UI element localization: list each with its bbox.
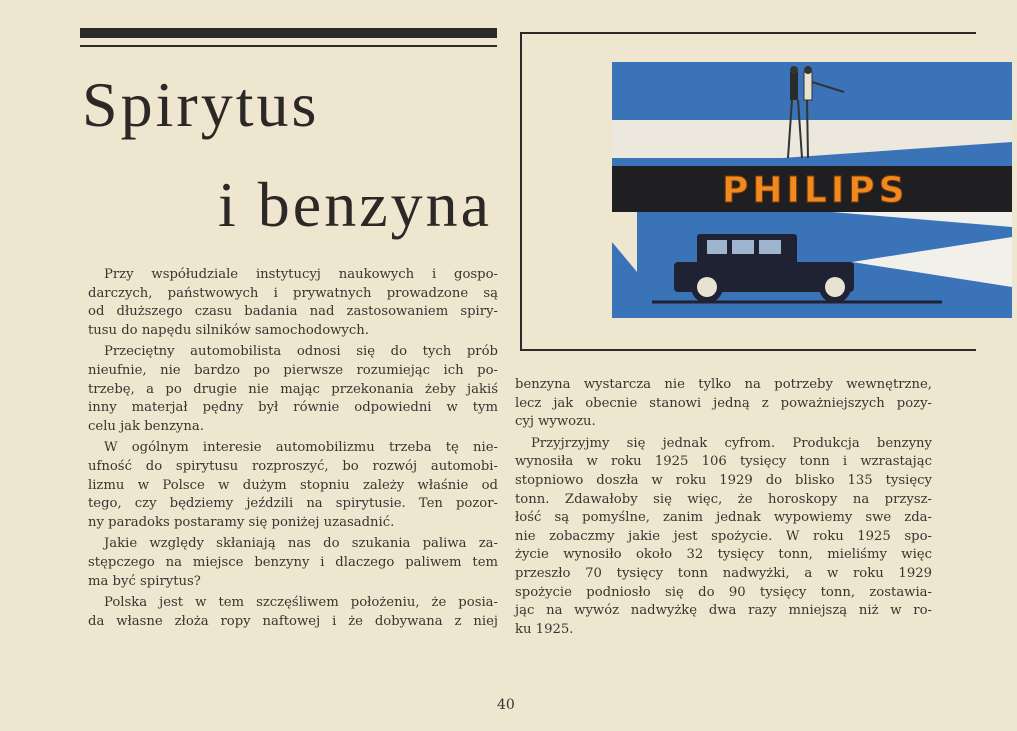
text-line: Polska jest w tem szczęśliwem położeniu, że posia- <box>104 595 498 611</box>
philips-advertisement <box>612 62 1012 318</box>
ad-frame-bottom <box>520 349 976 351</box>
title-rule-thick <box>80 28 497 38</box>
text-line: trzebę, a po drugie nie mając przekonania żeby jakiś <box>88 381 498 397</box>
text-line: Przy współudziale instytucyj naukowych i gospo- <box>104 267 498 282</box>
text-line: celu jak benzyna. <box>88 418 204 434</box>
text-line: Przeciętny automobilista odnosi się do tych prób <box>104 344 498 360</box>
text-line: cyj wywozu. <box>515 414 596 430</box>
text-line: od dłuższego czasu badania nad zastosowaniem spiry- <box>88 304 498 320</box>
text-line: Jakie względy skłaniają nas do szukania paliwa za- <box>104 536 498 552</box>
text-line: wynosiła w roku 1925 106 tysięcy tonn i wzrastając <box>515 454 932 470</box>
ad-frame-left <box>520 32 522 351</box>
text-line: ku 1925. <box>515 621 574 637</box>
philips-logo: PHILIPS <box>722 170 909 211</box>
text-line: ufność do spirytusu rozproszyć, bo rozwój automobi- <box>88 458 498 474</box>
ad-frame-top <box>520 32 976 34</box>
text-line: tego, czy będziemy jeździli na spirytusie. Ten pozor- <box>88 496 498 512</box>
text-line: lecz jak obecnie stanowi jedną z poważniejszych pozy- <box>515 395 932 411</box>
text-line: łość są pomyślne, zanim jednak wypowiemy swe zda- <box>515 510 932 526</box>
text-line: stopniowo doszła w roku 1929 do blisko 135 tysięcy <box>515 472 932 488</box>
text-line: lizmu w Polsce w dużym stopniu zależy właśnie od <box>88 477 498 493</box>
text-line: ma być spirytus? <box>88 573 201 589</box>
text-line: życie wynosiło około 32 tysięcy tonn, mieliśmy więc <box>515 547 932 563</box>
article-title-line1: Spirytus <box>82 69 320 140</box>
text-line: benzyna wystarcza nie tylko na potrzeby wewnętrzne, <box>515 377 932 392</box>
text-line: inny materjał pędny był równie odpowiedni w tym <box>88 400 498 416</box>
text-line: jąc na wywóz nadwyżkę dwa razy mniejszą niż w ro- <box>515 603 932 619</box>
article-right-column <box>515 376 932 639</box>
text-line: spożycie podniosło się do 90 tysięcy tonn, zostawia- <box>515 584 932 600</box>
text-line: Przyjrzyjmy się jednak cyfrom. Produkcja benzyny <box>531 435 932 451</box>
text-line: tusu do napędu silników samochodowych. <box>88 322 369 338</box>
text-line: nieufnie, nie bardzo po pierwsze rozumiejąc ich po- <box>88 362 498 378</box>
text-line: ny paradoks postaramy się poniżej uzasadnić. <box>88 514 395 530</box>
text-line: nie zobaczmy jakie jest spożycie. W roku 1925 spo- <box>515 528 932 544</box>
text-line: darczych, państwowych i prywatnych prowadzone są <box>88 285 498 301</box>
text-line: stępczego na miejsce benzyny i dlaczego paliwem tem <box>88 554 498 570</box>
text-line: W ogólnym interesie automobilizmu trzeba tę nie- <box>104 440 498 456</box>
article-left-column <box>88 266 498 631</box>
page-number: 40 <box>497 697 515 713</box>
text-line: tonn. Zdawałoby się więc, że horoskopy na przysz- <box>515 491 932 507</box>
title-rule-thin <box>80 45 497 47</box>
article-title-line2: i benzyna <box>218 169 492 240</box>
text-line: przeszło 70 tysięcy tonn nadwyżki, a w roku 1929 <box>515 565 932 581</box>
text-line: da własne złoża ropy naftowej i że dobywana z niej <box>88 613 498 629</box>
